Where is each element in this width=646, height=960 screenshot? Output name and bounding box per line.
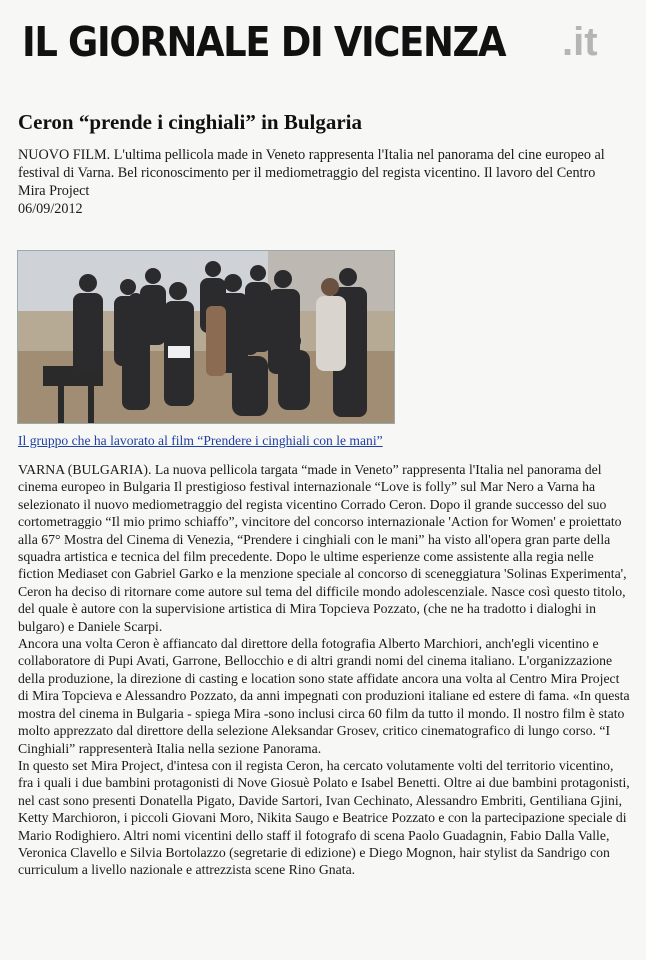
- masthead: [22, 14, 642, 70]
- article-paragraph: Ancora una volta Ceron è affiancato dal direttore della fotografia Alberto Marchiori, anch'egli vicentino e collaboratore di Pupi Avati, Garrone, Bellocchio e di altri grandi nomi del cinema italiano. L'organizzazione della produzione, la direzione di casting e location sono state affidate ancora una volta al Centro Mira Project di Mira Topcieva e Alessandro Pozzato, da anni impegnati con produzioni italiane ed estere di fama. «In questa mostra del cinema in Bulgaria - spiega Mira -sono inclusi circa 60 film da tutto il mondo. Il nostro film è stato molto apprezzato dal direttore della selezione Aleksandar Grosev, critico cinematografico di lungo corso. “I Cinghiali” rappresenterà Italia nella sezione Panorama.: [18, 636, 630, 756]
- masthead-suffix: .it: [562, 20, 598, 64]
- article-body: [18, 461, 630, 879]
- group-photo-illustration: [18, 251, 394, 423]
- article-lead: NUOVO FILM. L'ultima pellicola made in Veneto rappresenta l'Italia nel panorama del cine europeo al festival di Varna. Bel riconoscimento per il mediometraggio del regista vicentino. Il lavoro del Centro Mira Project: [18, 147, 605, 199]
- group-photo[interactable]: [17, 250, 395, 424]
- article-paragraph: VARNA (BULGARIA). La nuova pellicola targata “made in Veneto” rappresenta l'Italia nel panorama del cinema europeo in Bulgaria Il prestigioso festival internazionale “Love is folly” sul Mar Nero a Varna ha selezionato il nuovo mediometraggio del regista vicentino Corrado Ceron. Dopo il grande successo del suo cortometraggio “Il mio primo schiaffo”, vincitore del concorso internazionale 'Action for Women' e proiettato alla 67° Mostra del Cinema di Venezia, “Prendere i cinghiali con le mani” ha visto all'opera gran parte della squadra artistica e tecnica del film precedente. Dopo le ultime esperienze come assistente alla regia nelle fiction Mediaset con Gabriel Garko e la menzione speciale al concorso di sceneggiatura 'Solinas Experimenta', Ceron ha deciso di ritornare come autore sul tema del difficile mondo adolescenziale. Nasce così questo titolo, del quale è autore con la supervisione artistica di Mira Topcieva Pozzato, (che ne ha tradotto i dialoghi in bulgaro) e Daniele Scarpi.: [18, 462, 627, 634]
- photo-caption-link[interactable]: Il gruppo che ha lavorato al film “Prendere i cinghiali con le mani”: [18, 433, 383, 448]
- article-paragraph: In questo set Mira Project, d'intesa con il regista Ceron, ha cercato volutamente volti del territorio vicentino, fra i quali i due bambini protagonisti di Nove Giosuè Polato e Isabel Benetti. Oltre ai due bambini protagonisti, nel cast sono presenti Donatella Pigato, Davide Sartori, Ivan Cechinato, Alessandro Embriti, Gentiliana Gjini, Ketty Marchioron, i piccoli Giovani Moro, Nikita Saugo e Beatrice Pozzato e con la partecipazione speciale di Mario Rodighiero. Altri nomi vicentini dello staff il fotografo di scena Paolo Guadagnin, Fabio Dalla Valle, Veronica Clavello e Silvia Bortolazzo (segretarie di edizione) e Diego Mognon, hair stylist da Sandrigo con curriculum a livello nazionale e attrezzista scene Rino Gnata.: [18, 757, 630, 878]
- masthead-title: IL GIORNALE DI VICENZA: [22, 18, 506, 66]
- article-date: 06/09/2012: [18, 201, 83, 217]
- article-headline: Ceron “prende i cinghiali” in Bulgaria: [18, 110, 363, 134]
